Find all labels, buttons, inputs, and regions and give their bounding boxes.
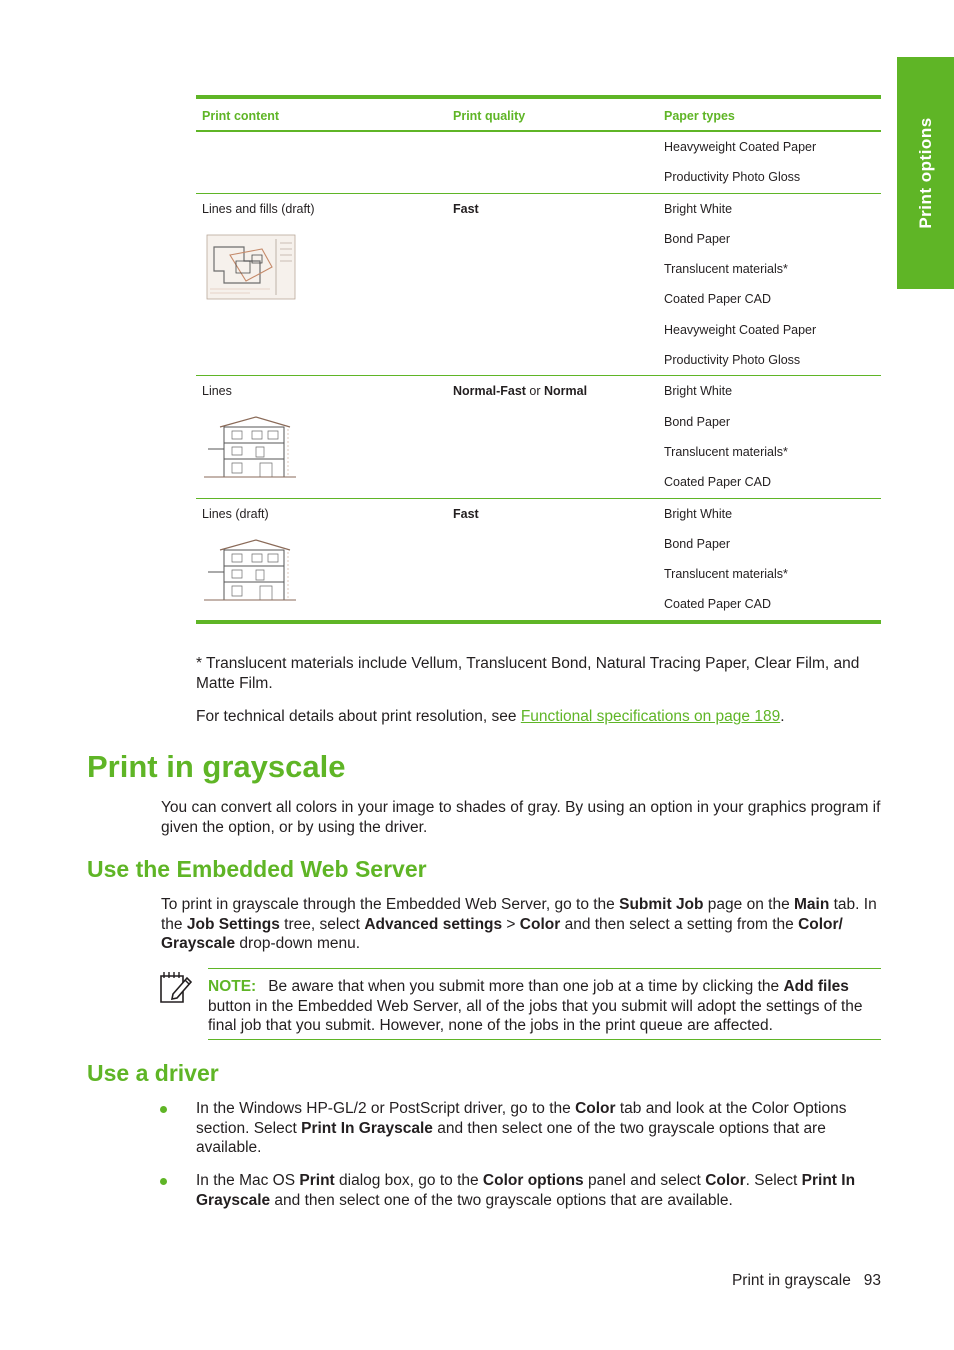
print-quality-table (196, 95, 881, 624)
intro-paragraph: You can convert all colors in your image to shades of gray. By using an option in your graphics program if given the option, or by using the driver. (161, 799, 881, 836)
text-run: page on the (703, 896, 794, 913)
print-quality-value (453, 194, 652, 217)
tech-details (196, 707, 881, 727)
emphasis-text: Advanced settings (364, 915, 503, 933)
cell-paper-type (658, 376, 881, 407)
cell-paper-type (658, 224, 881, 254)
building-elevation-thumbnail (202, 413, 297, 485)
text-run: In the Mac OS (196, 1172, 300, 1189)
text-run: . Select (745, 1172, 802, 1189)
cell-print-quality (447, 193, 658, 376)
cell-paper-type (658, 589, 881, 621)
paper-type: Coated Paper CAD (664, 475, 772, 490)
cell-paper-type (658, 345, 881, 376)
note-icon (159, 970, 193, 1004)
note-label: NOTE: (208, 978, 257, 995)
page-title: Print in grayscale (87, 749, 346, 784)
cell-paper-type (658, 407, 881, 437)
print-content-label: Lines (draft) (202, 506, 269, 521)
emphasis-text: Print In Grayscale (196, 1172, 856, 1209)
bullet-marker (160, 1106, 167, 1113)
cell-print-quality (447, 498, 658, 622)
functional-specifications-link[interactable]: Functional specifications on page 189 (520, 708, 781, 725)
page-number: 93 (863, 1272, 881, 1289)
ews-paragraph (161, 895, 883, 954)
emphasis-text: Print In Grayscale (301, 1119, 433, 1137)
cell-print-content (196, 193, 447, 376)
text-run: > (502, 915, 520, 933)
floorplan-thumbnail (202, 231, 297, 303)
text-run: Be aware that when you submit more than one job at a time by clicking the (268, 978, 784, 995)
print-quality-part: or (525, 384, 544, 399)
print-quality-part: Normal (544, 384, 588, 399)
print-quality-value (453, 132, 652, 140)
bullet-marker (160, 1178, 167, 1185)
paper-type: Bright White (664, 201, 733, 216)
print-content-label: Lines (202, 384, 232, 399)
text-run: drop-down menu. (235, 935, 361, 952)
header-print-content: Print content (196, 97, 447, 131)
cell-print-quality (447, 376, 658, 498)
table-row (196, 498, 881, 529)
emphasis-text: Color (575, 1100, 616, 1117)
emphasis-text: Submit Job (619, 896, 704, 913)
paper-type: Translucent materials* (664, 444, 788, 459)
paper-type: Heavyweight Coated Paper (664, 140, 817, 154)
cell-paper-type (658, 467, 881, 498)
note-body (208, 978, 863, 1034)
text-run: button in the Embedded Web Server, all of the jobs that you submit will adopt the settings of the final job that you submit. However, none of the jobs in the print queue are affected. (208, 997, 863, 1034)
table-row (196, 193, 881, 224)
cell-paper-type (658, 193, 881, 224)
paper-type: Productivity Photo Gloss (664, 353, 801, 368)
emphasis-text: Color options (482, 1172, 584, 1189)
text-run: dialog box, go to the (334, 1172, 483, 1189)
print-quality-part: Normal-Fast (453, 384, 526, 399)
driver-bullet-windows (196, 1099, 881, 1158)
print-quality-part: Fast (453, 506, 479, 521)
text-run: panel and select (583, 1172, 706, 1189)
text-run: tree, select (279, 915, 365, 933)
text-run: and then select one of the two grayscale options that are available. (270, 1191, 733, 1209)
emphasis-text: Main (794, 896, 830, 913)
paper-type: Bond Paper (664, 414, 731, 429)
text-run: and then select one of the two grayscale options that are available. (196, 1119, 826, 1156)
side-tab-print-options (897, 57, 954, 289)
print-content-label (202, 132, 441, 140)
text-run: and then select a setting from the (560, 915, 799, 933)
paper-type: Coated Paper CAD (664, 292, 772, 307)
paper-type: Translucent materials* (664, 262, 788, 277)
cell-paper-type (658, 131, 881, 162)
emphasis-text: Job Settings (186, 915, 280, 933)
emphasis-text: Add files (783, 978, 849, 995)
print-quality-value (453, 376, 652, 399)
emphasis-text: Color (519, 915, 561, 933)
driver-bullet-mac (196, 1171, 881, 1210)
print-quality-value (453, 499, 652, 522)
paper-type: Bond Paper (664, 231, 731, 246)
heading-use-embedded-web-server: Use the Embedded Web Server (87, 856, 427, 882)
cell-paper-type (658, 254, 881, 284)
cell-print-content (196, 131, 447, 193)
paper-type: Coated Paper CAD (664, 597, 772, 612)
cell-print-content (196, 376, 447, 498)
paper-type: Translucent materials* (664, 567, 788, 582)
text-run: To print in grayscale through the Embedded Web Server, go to the (161, 896, 620, 913)
cell-paper-type (658, 437, 881, 467)
print-quality-part: Fast (453, 201, 479, 216)
print-content-label: Lines and fills (draft) (202, 201, 315, 216)
table-row (196, 376, 881, 407)
emphasis-text: Print (299, 1172, 335, 1189)
header-print-quality: Print quality (447, 97, 658, 131)
footer-section: Print in grayscale (731, 1272, 851, 1289)
cell-paper-type (658, 559, 881, 589)
cell-print-quality (447, 131, 658, 193)
cell-paper-type (658, 529, 881, 559)
tech-details-prefix: For technical details about print resolution, see (196, 708, 521, 725)
note-box (208, 968, 881, 1040)
paper-type: Heavyweight Coated Paper (664, 322, 817, 337)
table-row (196, 131, 881, 162)
text-run: tab. In the (161, 896, 877, 933)
text-run: In the Windows HP-GL/2 or PostScript driver, go to the (196, 1100, 576, 1117)
cell-paper-type (658, 498, 881, 529)
side-tab-label: Print options (915, 117, 935, 229)
paper-type: Bright White (664, 384, 733, 399)
header-paper-types: Paper types (658, 97, 881, 131)
footnote: * Translucent materials include Vellum, Translucent Bond, Natural Tracing Paper, Clear Film, and Matte Film. (196, 655, 860, 692)
emphasis-text: Color/ Grayscale (161, 915, 843, 952)
building-elevation-thumbnail (202, 536, 297, 608)
cell-paper-type (658, 284, 881, 314)
text-run: tab and look at the Color Options section. Select (196, 1100, 847, 1137)
paper-type: Productivity Photo Gloss (664, 170, 801, 185)
cell-paper-type (658, 162, 881, 193)
cell-print-content (196, 498, 447, 622)
emphasis-text: Color (705, 1172, 746, 1189)
page-footer (700, 1272, 881, 1290)
paper-type: Bond Paper (664, 536, 731, 551)
cell-paper-type (658, 315, 881, 345)
heading-use-a-driver: Use a driver (87, 1060, 219, 1086)
tech-details-suffix: . (780, 708, 785, 725)
note-text (208, 977, 881, 1036)
paper-type: Bright White (664, 506, 733, 521)
